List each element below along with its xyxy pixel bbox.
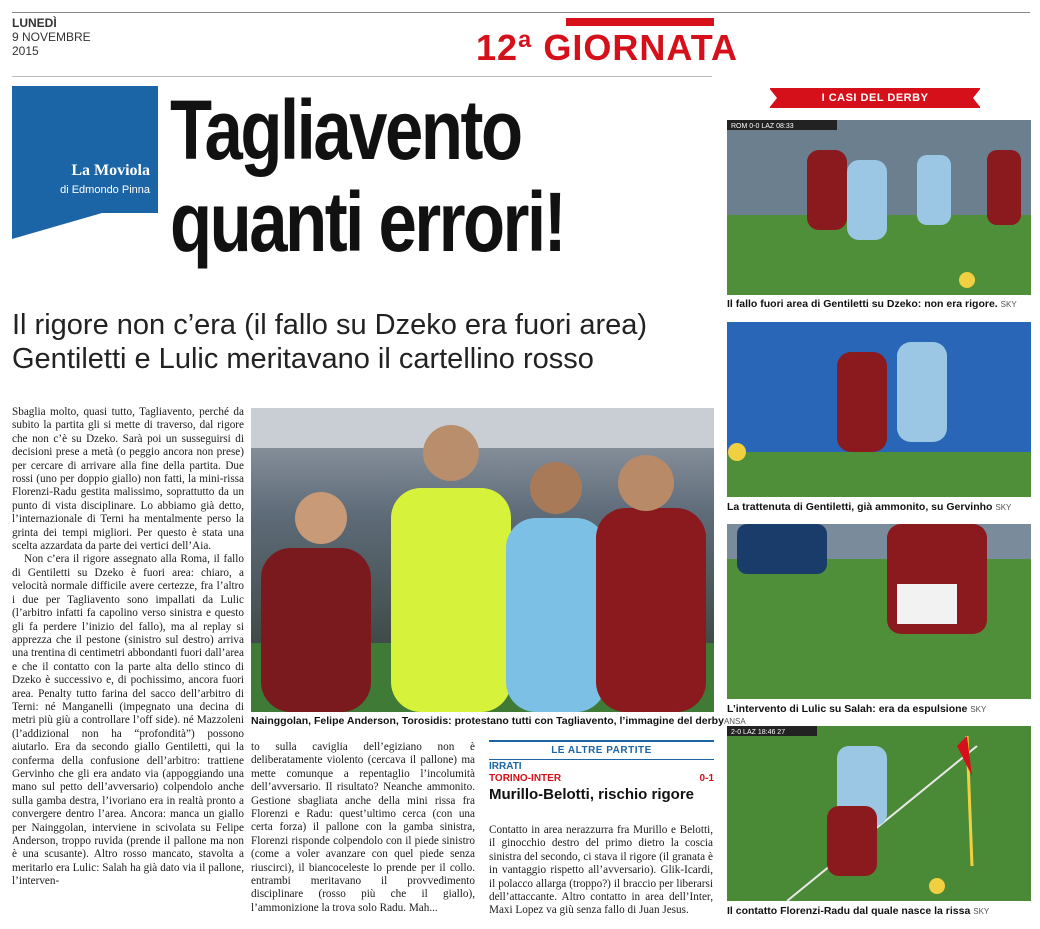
main-caption-source: ANSA (723, 717, 746, 726)
article-paragraph: Sbaglia molto, quasi tutto, Tagliavento, perché da subito la partita gli si mette di traverso, dal rigore che non c’è su Dzeko. Sarà poi un susseguirsi di decisioni prese a metà (o peggio ancora non prese) per cercare di arrivare alla fine della partita. Due rossi (uno per doppio giallo) non fatti, la mini-rissa Florenzi-Radu gestita malissimo, soprattutto da un punto di vista disciplinare. Lo abbiamo già detto, l’internazionale di Terni ha mentalmente perso la grinta dei tempi migliori. Per questo è stata una scelta azzardata da parte dei vertici dell’Aia. (12, 406, 244, 553)
derby-caption-2-text: La trattenuta di Gentiletti, già ammonito, su Gervinho (727, 501, 993, 513)
derby-caption-1-source: SKY (1000, 300, 1017, 309)
derby-caption-1-text: Il fallo fuori area di Gentiletti su Dzeko: non era rigore. (727, 298, 998, 310)
match-score: 0-1 (699, 773, 714, 784)
match-headline: Murillo-Belotti, rischio rigore (489, 786, 695, 803)
headline-line1: Tagliavento (170, 83, 521, 177)
subheadline (12, 308, 647, 376)
headline (170, 84, 564, 268)
main-photo (251, 408, 714, 712)
derby-caption-4 (727, 905, 989, 917)
derby-caption-2-source: SKY (995, 503, 1012, 512)
derby-caption-3-text: L’intervento di Lulic su Salah: era da espulsione (727, 703, 968, 715)
top-rule (12, 12, 1030, 13)
article-column-2 (251, 741, 475, 915)
issue-year: 2015 (12, 44, 39, 58)
derby-photo-1-image (727, 120, 1031, 295)
giornata-title: 12ª GIORNATA (476, 27, 739, 68)
article-column-3 (489, 824, 713, 918)
derby-caption-2 (727, 501, 1011, 513)
derby-photo-1 (727, 120, 1031, 295)
subhead-line1: Il rigore non c’era (il fallo su Dzeko era fuori area) (12, 309, 648, 341)
derby-photo-3-image (727, 524, 1031, 699)
referee-name: IRRATI (489, 761, 522, 772)
article-paragraph: to sulla caviglia dell’egiziano non è deliberatamente violento (cercava il pallone) ma mette comunque a repentaglio l’incolumità dell’avversario. Il risultato? Neanche ammonito. Gestione sbagliata anche della mini rissa fra Florenzi e Radu: quest’ultimo cerca (con una certa forza) il pallone con la gamba sinistra, Florenzi risponde colpendolo con il piede sinistro (come a voler avanzare con quel piede senza riuscirci), il biancoceleste lo prende per il collo. entrambi meritavano il provvedimento disciplinare (rosso più che il giallo), l’ammonizione la trova solo Radu. Mah... (251, 741, 475, 914)
main-photo-image (251, 408, 714, 712)
derby-caption-3 (727, 703, 986, 715)
scoreboard-1: ROM 0-0 LAZ 08:33 (731, 123, 794, 130)
casi-del-derby-banner: I CASI DEL DERBY (770, 88, 980, 108)
article-column-1 (12, 406, 244, 889)
main-photo-caption (251, 715, 746, 727)
moviola-tail (12, 213, 102, 239)
article-paragraph: Contatto in area nerazzurra fra Murillo e Belotti, il ginocchio destro del primo dietro la coscia sinistra del secondo, ci stava il rigore (il granata è in vantaggio rispetto all’avversario). Glik-Icardi, il polacco allarga (troppo?) il braccio per liberarsi dell’attaccante. Altro contatto in area dell’Inter, Maxi Lopez va giù senza fallo di Juan Jesus. (489, 824, 713, 917)
derby-photo-2 (727, 322, 1031, 497)
article-paragraph: Non c’era il rigore assegnato alla Roma, il fallo di Gentiletti su Dzeko è fuori area: chiaro, a velocità normale difficile avere certezze, fra l’altro i due per Tagliavento sono impallati da Lulic (l’arbitro infatti fa capolino verso sinistra e questo gli fa perdere l’inizio del fallo), ma al replay si apprezza che il pestone (sinistro sul destro) arriva una trentina di centimetri abbondanti fuori dall’area e che il contatto con la parte alta dello stinco di Dzeko è successivo e, di pochissimo, ancora fuori area. Penalty tutto farina del sacco dell’arbitro di Terni: né Manganelli (impegnato una decina di metri più giù a controllare l’off side). né Mazzoleni (l’addizional non ha “profondità”) possono aiutarlo. Era da secondo giallo Gentiletti, qui la conferma della confusione dell’arbitro: trattiene Gervinho che gli era andato via (appoggiando una mano sul petto dell’avversario) colpendolo anche sulla gamba destra, l’ivoriano era in realtà pronto a convergere dentro l’area. Ancora: manca un giallo per Nainggolan, interviene in scivolata su Felipe Anderson, troppo ruvida (prende il pallone ma non è una scusante). Altro rosso mancato, stavolta a meritarlo era Lulic: Salah ha già dato via il pallone, l’interven- (12, 553, 244, 888)
derby-caption-3-source: SKY (970, 705, 987, 714)
header-rule (12, 76, 712, 77)
derby-caption-4-source: SKY (973, 907, 990, 916)
giornata-bar (566, 18, 714, 26)
issue-date (12, 16, 91, 58)
altre-partite-heading: LE ALTRE PARTITE (489, 740, 714, 760)
derby-caption-4-text: Il contatto Florenzi-Radu dal quale nasce la rissa (727, 905, 971, 917)
match-line (489, 773, 714, 784)
moviola-author: di Edmondo Pinna (60, 184, 150, 196)
issue-day: LUNEDÌ (12, 16, 57, 30)
subhead-line2: Gentiletti e Lulic meritavano il cartellino rosso (12, 343, 594, 375)
derby-photo-2-image (727, 322, 1031, 497)
match-teams: TORINO-INTER (489, 773, 562, 784)
headline-line2: quanti errori! (170, 175, 565, 269)
moviola-title: La Moviola (71, 162, 150, 179)
issue-date-text: 9 NOVEMBRE (12, 30, 91, 44)
derby-photo-3 (727, 524, 1031, 699)
scoreboard-4: 2-0 LAZ 18:46 27 (731, 729, 786, 736)
derby-caption-1 (727, 298, 1017, 310)
main-caption-text: Nainggolan, Felipe Anderson, Torosidis: protestano tutti con Tagliavento, l’immagine del derby (251, 715, 724, 727)
moviola-box (12, 86, 158, 213)
derby-photo-4-image (727, 726, 1031, 901)
derby-photo-4 (727, 726, 1031, 901)
